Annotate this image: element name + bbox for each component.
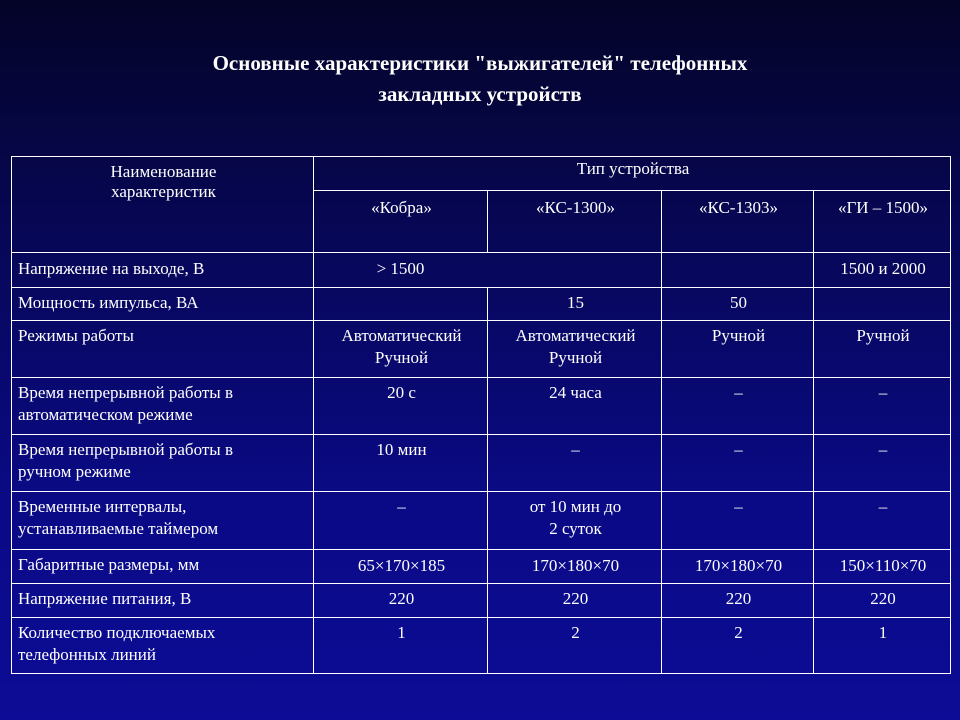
characteristics-table bbox=[11, 156, 951, 674]
cell-output-voltage-ks1303 bbox=[662, 253, 814, 288]
cell-supply-ks1300: 220 bbox=[488, 584, 662, 618]
cell-output-voltage-kobra-ks1300 bbox=[314, 253, 662, 288]
table-row bbox=[12, 584, 951, 618]
row-label-operating-modes: Режимы работы bbox=[12, 321, 314, 378]
cell-continuous-manual-ks1303: – bbox=[662, 435, 814, 492]
table-row bbox=[12, 492, 951, 550]
table-row bbox=[12, 321, 951, 378]
header-row-1 bbox=[12, 157, 951, 191]
cell-lines-gi1500: 1 bbox=[814, 618, 951, 674]
cell-continuous-auto-gi1500: – bbox=[814, 378, 951, 435]
cell-supply-ks1303: 220 bbox=[662, 584, 814, 618]
cell-continuous-auto-ks1303: – bbox=[662, 378, 814, 435]
cell-output-voltage-value: > 1500 bbox=[376, 259, 425, 278]
cell-pulse-power-kobra bbox=[314, 288, 488, 321]
header-device-gi-1500: «ГИ – 1500» bbox=[814, 191, 951, 253]
cell-lines-ks1300: 2 bbox=[488, 618, 662, 674]
cell-timer-kobra: – bbox=[314, 492, 488, 550]
row-label-pulse-power: Мощность импульса, ВА bbox=[12, 288, 314, 321]
cell-supply-kobra: 220 bbox=[314, 584, 488, 618]
header-characteristic-name: Наименование характеристик bbox=[12, 157, 314, 253]
row-label-continuous-manual: Время непрерывной работы в ручном режиме bbox=[12, 435, 314, 492]
cell-timer-ks1300: от 10 мин до 2 суток bbox=[488, 492, 662, 550]
cell-dimensions-gi1500: 150×110×70 bbox=[814, 550, 951, 584]
cell-supply-gi1500: 220 bbox=[814, 584, 951, 618]
cell-modes-gi1500: Ручной bbox=[814, 321, 951, 378]
table-row bbox=[12, 618, 951, 674]
cell-modes-ks1303: Ручной bbox=[662, 321, 814, 378]
cell-pulse-power-gi1500 bbox=[814, 288, 951, 321]
cell-pulse-power-ks1300: 15 bbox=[488, 288, 662, 321]
row-label-dimensions: Габаритные размеры, мм bbox=[12, 550, 314, 584]
cell-dimensions-ks1303: 170×180×70 bbox=[662, 550, 814, 584]
table-row bbox=[12, 435, 951, 492]
table-row bbox=[12, 550, 951, 584]
header-device-kobra: «Кобра» bbox=[314, 191, 488, 253]
cell-output-voltage-gi1500: 1500 и 2000 bbox=[814, 253, 951, 288]
cell-timer-ks1303: – bbox=[662, 492, 814, 550]
row-label-output-voltage: Напряжение на выходе, В bbox=[12, 253, 314, 288]
cell-continuous-auto-kobra: 20 с bbox=[314, 378, 488, 435]
row-label-supply-voltage: Напряжение питания, В bbox=[12, 584, 314, 618]
row-label-continuous-auto: Время непрерывной работы в автоматическом режиме bbox=[12, 378, 314, 435]
cell-continuous-manual-gi1500: – bbox=[814, 435, 951, 492]
cell-continuous-manual-kobra: 10 мин bbox=[314, 435, 488, 492]
cell-lines-ks1303: 2 bbox=[662, 618, 814, 674]
cell-lines-kobra: 1 bbox=[314, 618, 488, 674]
header-device-type: Тип устройства bbox=[314, 157, 951, 191]
slide-title bbox=[0, 48, 960, 110]
cell-pulse-power-ks1303: 50 bbox=[662, 288, 814, 321]
cell-continuous-manual-ks1300: – bbox=[488, 435, 662, 492]
cell-dimensions-kobra: 65×170×185 bbox=[314, 550, 488, 584]
header-device-ks-1303: «КС-1303» bbox=[662, 191, 814, 253]
cell-modes-ks1300: Автоматический Ручной bbox=[488, 321, 662, 378]
cell-continuous-auto-ks1300: 24 часа bbox=[488, 378, 662, 435]
table-row bbox=[12, 378, 951, 435]
cell-dimensions-ks1300: 170×180×70 bbox=[488, 550, 662, 584]
row-label-phone-lines: Количество подключаемых телефонных линий bbox=[12, 618, 314, 674]
table-row bbox=[12, 288, 951, 321]
slide-title-line-2: закладных устройств bbox=[378, 82, 582, 106]
header-device-ks-1300: «КС-1300» bbox=[488, 191, 662, 253]
row-label-timer-intervals: Временные интервалы, устанавливаемые таймером bbox=[12, 492, 314, 550]
slide-title-line-1: Основные характеристики "выжигателей" телефонных bbox=[212, 51, 748, 75]
table-row bbox=[12, 253, 951, 288]
cell-timer-gi1500: – bbox=[814, 492, 951, 550]
cell-modes-kobra: Автоматический Ручной bbox=[314, 321, 488, 378]
